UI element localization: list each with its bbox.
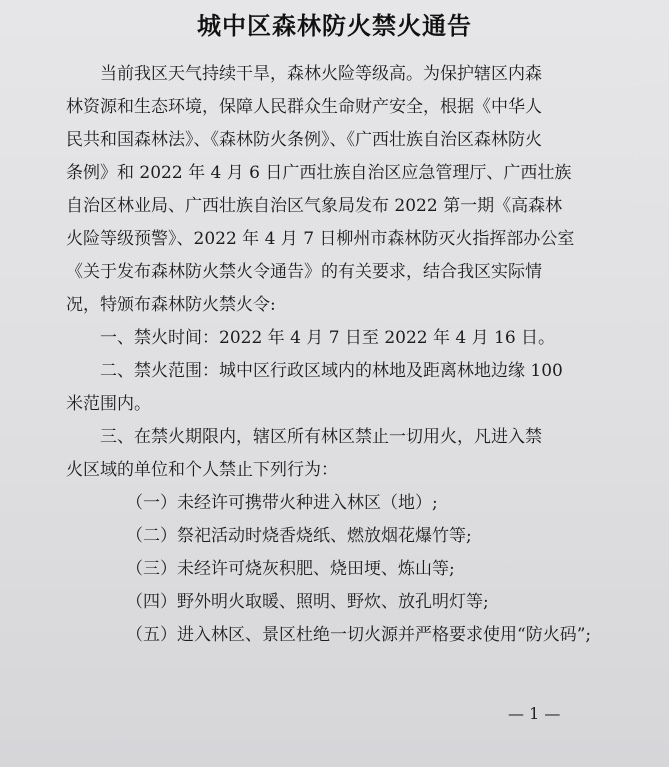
rule-item-5: （五）进入林区、景区杜绝一切火源并严格要求使用“防火码”;: [126, 625, 592, 645]
rule-item-3: （三）未经许可烧灰积肥、烧田埂、炼山等;: [126, 559, 455, 579]
paragraph-line: 当前我区天气持续干旱，森林火险等级高。为保护辖区内森: [100, 64, 542, 84]
paragraph-line: 林资源和生态环境，保障人民群众生命财产安全，根据《中华人: [66, 97, 542, 117]
ban-scope-line-cont: 米范围内。: [66, 394, 151, 414]
rule-item-1: （一）未经许可携带火种进入林区（地）;: [126, 493, 438, 513]
paragraph-line: 条例》和 2022 年 4 月 6 日广西壮族自治区应急管理厅、广西壮族: [66, 163, 572, 183]
paragraph-line: 民共和国森林法》、《森林防火条例》、《广西壮族自治区森林防火: [66, 130, 542, 150]
paragraph-line: 火险等级预警》、2022 年 4 月 7 日柳州市森林防灭火指挥部办公室: [66, 229, 575, 249]
paragraph-line: 况，特颁布森林防火禁火令:: [66, 295, 276, 315]
ban-scope-line: 二、禁火范围：城中区行政区域内的林地及距离林地边缘 100: [100, 361, 563, 381]
rule-item-2: （二）祭祀活动时烧香烧纸、燃放烟花爆竹等;: [126, 526, 472, 546]
paragraph-line: 《关于发布森林防火禁火令通告》的有关要求，结合我区实际情: [66, 262, 542, 282]
paragraph-line: 自治区林业局、广西壮族自治区气象局发布 2022 第一期《高森林: [66, 196, 563, 216]
page-number: — 1 —: [508, 704, 561, 723]
ban-rules-line-cont: 火区域的单位和个人禁止下列行为：: [66, 460, 338, 480]
rule-item-4: （四）野外明火取暖、照明、野炊、放孔明灯等;: [126, 592, 489, 612]
document-title: 城中区森林防火禁火通告: [197, 12, 472, 40]
ban-time-line: 一、禁火时间：2022 年 4 月 7 日至 2022 年 4 月 16 日。: [100, 328, 556, 348]
document-body: [66, 58, 598, 652]
ban-rules-line: 三、在禁火期限内，辖区所有林区禁止一切用火，凡进入禁: [100, 427, 542, 447]
